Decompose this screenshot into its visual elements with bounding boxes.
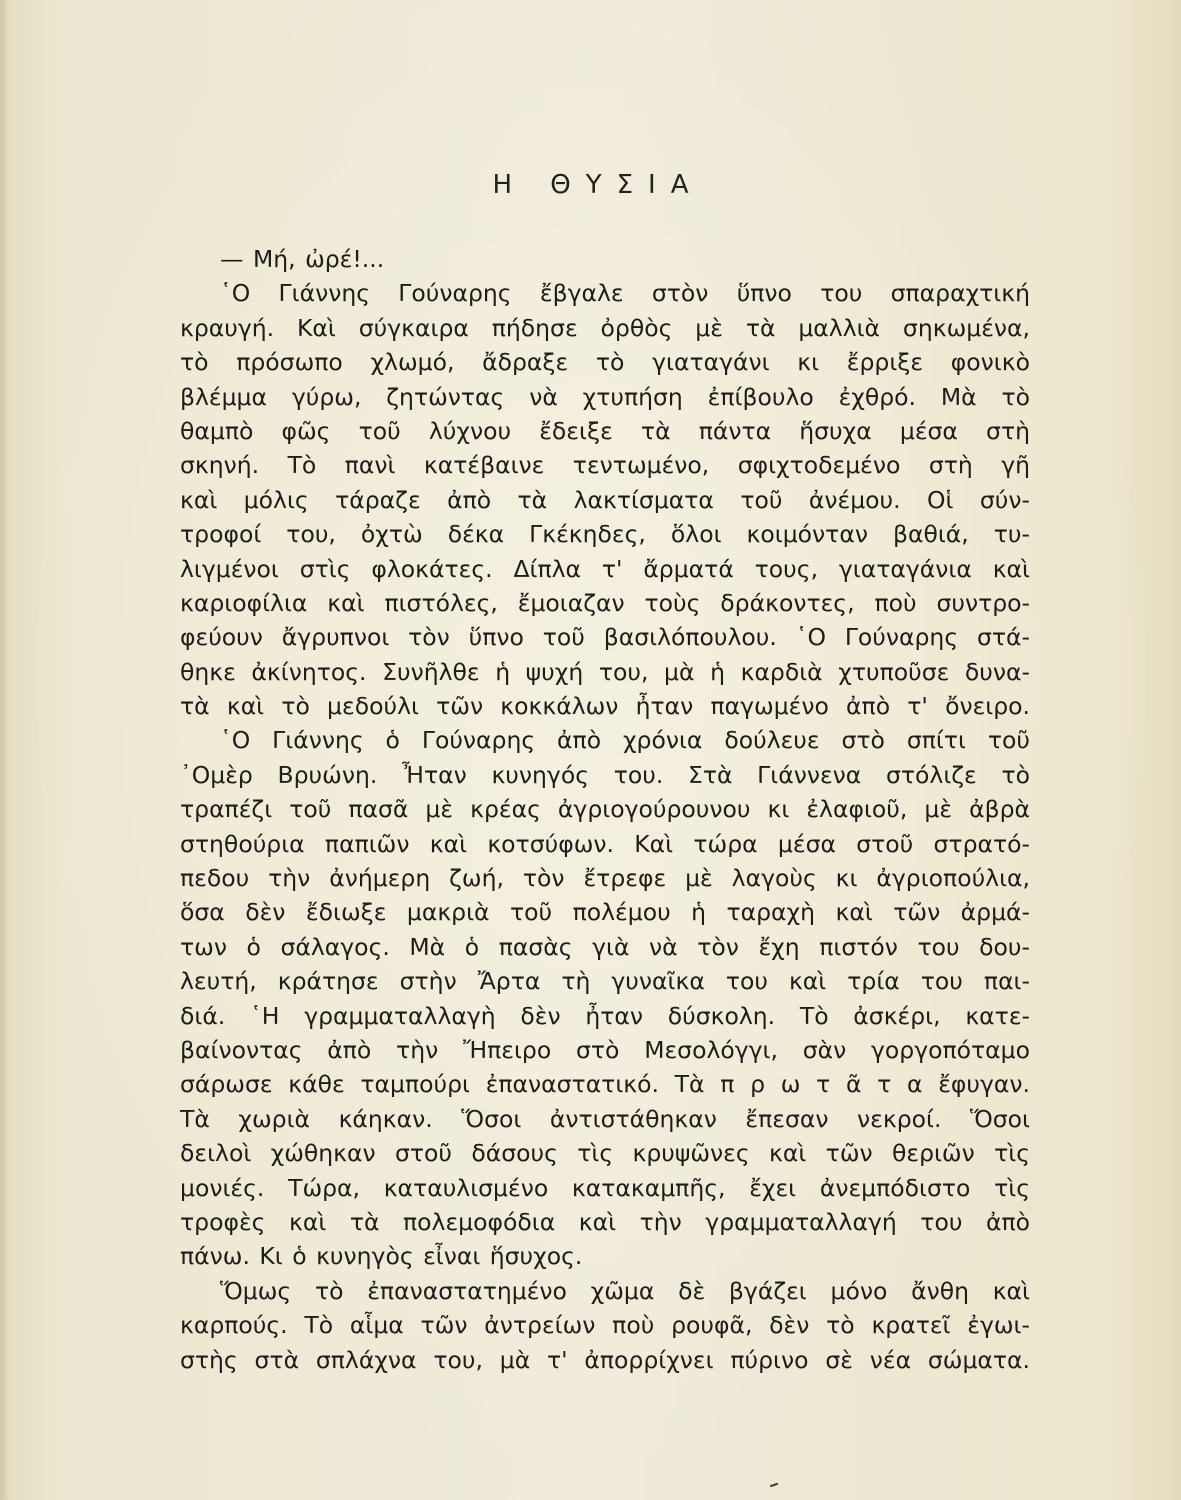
text-line: ᾿Ομὲρ Βρυώνη. Ἦταν κυνηγός του. Στὰ Γιάννενα στόλιζε τὸ (180, 760, 1030, 789)
text-line: κραυγή. Καὶ σύγκαιρα πήδησε ὀρθὸς μὲ τὰ μαλλιὰ σηκωμένα, (180, 313, 1030, 342)
text-line: των ὁ σάλαγος. Μὰ ὁ πασὰς γιὰ νὰ τὸν ἔχη πιστόν του δου- (180, 932, 1030, 961)
text-line: καριοφίλια καὶ πιστόλες, ἔμοιαζαν τοὺς δράκοντες, ποὺ συντρο- (180, 588, 1030, 617)
page-binding-edge (0, 0, 10, 1500)
text-line: μονιές. Τώρα, καταυλισμένο κατακαμπῆς, ἔχει ἀνεμπόδιστο τὶς (180, 1173, 1030, 1202)
text-line: ῾Ο Γιάννης ὁ Γούναρης ἀπὸ χρόνια δούλευε στὸ σπίτι τοῦ (220, 726, 1030, 755)
text-line: σκηνή. Τὸ πανὶ κατέβαινε τεντωμένο, σφιχτοδεμένο στὴ γῆ (180, 451, 1030, 480)
text-line: δειλοὶ χώθηκαν στοῦ δάσους τὶς κρυψῶνες καὶ τῶν θεριῶν τὶς (180, 1139, 1030, 1168)
text-line: θηκε ἀκίνητος. Συνῆλθε ἡ ψυχή του, μὰ ἡ καρδιὰ χτυποῦσε δυνα- (180, 657, 1030, 686)
text-line: καρπούς. Τὸ αἷμα τῶν ἀντρείων ποὺ ρουφᾶ, δὲν τὸ κρατεῖ ἐγωι- (180, 1311, 1030, 1340)
text-line: τραπέζι τοῦ πασᾶ μὲ κρέας ἀγριογούρουνου κι ἐλαφιοῦ, μὲ ἀβρὰ (180, 795, 1030, 824)
text-line: διά. ῾Η γραμματαλλαγὴ δὲν ἦταν δύσκολη. Τὸ ἀσκέρι, κατε- (180, 1001, 1030, 1030)
text-line: λιγμένοι στὶς φλοκάτες. Δίπλα τ' ἄρματά τους, γιαταγάνια καὶ (180, 554, 1030, 583)
text-line: βλέμμα γύρω, ζητώντας νὰ χτυπήση ἐπίβουλο ἐχθρό. Μὰ τὸ (180, 382, 1030, 411)
text-line: φεύουν ἄγρυπνοι τὸν ὕπνο τοῦ βασιλόπουλου. ῾Ο Γούναρης στά- (180, 623, 1030, 652)
text-line: πάνω. Κι ὁ κυνηγὸς εἶναι ἥσυχος. (180, 1242, 583, 1271)
text-line: — Μή, ὠρέ!... (220, 245, 385, 273)
text-line: ὅσα δὲν ἔδιωξε μακριὰ τοῦ πολέμου ἡ ταραχὴ καὶ τῶν ἀρμά- (180, 898, 1030, 927)
text-line: καὶ μόλις τάραζε ἀπὸ τὰ λακτίσματα τοῦ ἀνέμου. Οἱ σύν- (180, 485, 1030, 514)
text-line: τροφὲς καὶ τὰ πολεμοφόδια καὶ τὴν γραμματαλλαγή του ἀπὸ (180, 1207, 1030, 1236)
text-line: θαμπὸ φῶς τοῦ λύχνου ἔδειξε τὰ πάντα ἥσυχα μέσα στὴ (180, 416, 1030, 445)
text-line: βαίνοντας ἀπὸ τὴν Ἤπειρο στὸ Μεσολόγγι, σὰν γοργοπόταμο (180, 1035, 1030, 1064)
text-line: λευτή, κράτησε στὴν Ἄρτα τὴ γυναῖκα του καὶ τρία του παι- (180, 967, 1030, 996)
text-line: στηθούρια παπιῶν καὶ κοτσύφων. Καὶ τώρα μέσα στοῦ στρατό- (180, 829, 1030, 858)
text-line: στὴς στὰ σπλάχνα του, μὰ τ' ἀπορρίχνει πύρινο σὲ νέα σώματα. (180, 1345, 1030, 1374)
text-line: τροφοί του, ὀχτὼ δέκα Γκέκηδες, ὅλοι κοιμόνταν βαθιά, τυ- (180, 520, 1030, 549)
printer-mark (770, 1483, 778, 1488)
body-text (180, 242, 1030, 1377)
text-line: Τὰ χωριὰ κάηκαν. Ὅσοι ἀντιστάθηκαν ἔπεσαν νεκροί. Ὅσοι (180, 1104, 1030, 1133)
chapter-title: Η ΘΥΣΙΑ (492, 170, 704, 200)
text-line: σάρωσε κάθε ταμπούρι ἐπαναστατικό. Τὰ π ρ ω τ ᾶ τ α ἔφυγαν. (180, 1070, 1030, 1099)
text-line: Ὅμως τὸ ἐπαναστατημένο χῶμα δὲ βγάζει μόνο ἄνθη καὶ (220, 1276, 1030, 1305)
text-line: τὸ πρόσωπο χλωμό, ἄδραξε τὸ γιαταγάνι κι ἔρριξε φονικὸ (180, 348, 1030, 377)
text-line: ῾Ο Γιάννης Γούναρης ἔβγαλε στὸν ὕπνο του σπαραχτική (220, 279, 1030, 308)
text-line: τὰ καὶ τὸ μεδούλι τῶν κοκκάλων ἦταν παγωμένο ἀπὸ τ' ὄνειρο. (180, 692, 1030, 721)
text-line: πεδου τὴν ἀνήμερη ζωή, τὸν ἔτρεφε μὲ λαγοὺς κι ἀγριοπούλια, (180, 864, 1030, 893)
